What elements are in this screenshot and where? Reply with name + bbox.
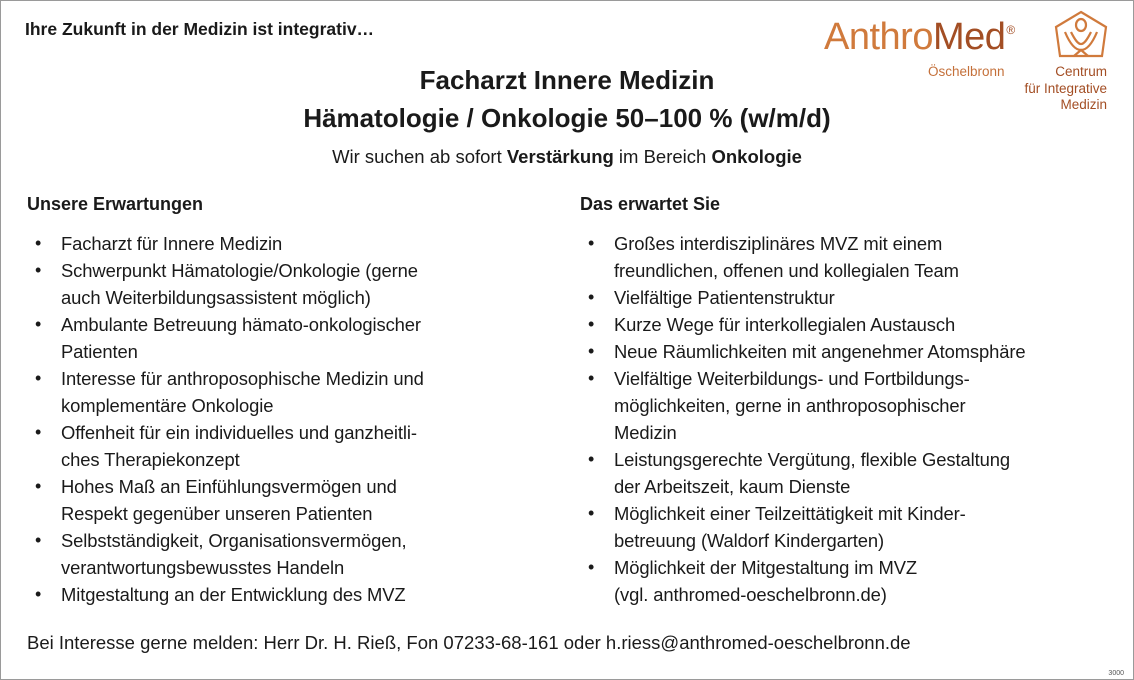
list-item-text: Vielfältige Weiterbildungs- und Fortbildungs- möglichkeiten, gerne in anthroposophischer Medizin <box>614 368 970 443</box>
list-item-text: Offenheit für ein individuelles und ganzheitli- ches Therapiekonzept <box>61 422 417 470</box>
list-item-text: Großes interdisziplinäres MVZ mit einem freundlichen, offenen und kollegialen Team <box>614 233 959 281</box>
subtitle-bold: Verstärkung <box>506 146 614 167</box>
list-item-text: Hohes Maß an Einfühlungsvermögen und Respekt gegenüber unseren Patienten <box>61 476 397 524</box>
list-item-text: Neue Räumlichkeiten mit angenehmer Atomsphäre <box>614 341 1026 362</box>
list-item <box>580 554 1125 608</box>
list-item-text: Interesse für anthroposophische Medizin und komplementäre Onkologie <box>61 368 424 416</box>
list-item <box>27 257 547 311</box>
list-item <box>580 230 1125 284</box>
tagline: Ihre Zukunft in der Medizin ist integrativ… <box>25 19 375 39</box>
anthromed-emblem-icon <box>1052 10 1110 64</box>
logo-centre-line: für Integrative <box>1024 80 1107 96</box>
list-item <box>27 365 547 419</box>
bullet: • <box>588 503 595 523</box>
bullet: • <box>588 233 595 253</box>
subtitle <box>0 146 1134 168</box>
subtitle-text: Wir suchen ab sofort <box>332 146 507 167</box>
bullet: • <box>588 368 595 388</box>
bullet: • <box>35 422 42 442</box>
list-item <box>580 500 1125 554</box>
list-item-text: Schwerpunkt Hämatologie/Onkologie (gerne auch Weiterbildungsassistent möglich) <box>61 260 418 308</box>
list-item <box>580 446 1125 500</box>
offer-column <box>580 193 1125 608</box>
list-item <box>27 581 547 608</box>
bullet: • <box>588 287 595 307</box>
logo-wordmark <box>824 18 1015 56</box>
subtitle-text: im Bereich <box>613 146 712 167</box>
offer-heading: Das erwartet Sie <box>580 194 721 214</box>
list-item-text: Vielfältige Patientenstruktur <box>614 287 835 308</box>
list-item-text: Möglichkeit einer Teilzeittätigkeit mit Kinder- betreuung (Waldorf Kindergarten) <box>614 503 966 551</box>
list-item-text: Kurze Wege für interkollegialen Austausch <box>614 314 956 335</box>
job-specialty: Hämatologie / Onkologie 50–100 % (w/m/d) <box>303 103 831 133</box>
bullet: • <box>588 557 595 577</box>
bullet: • <box>35 476 42 496</box>
list-item-text: Facharzt für Innere Medizin <box>61 233 283 254</box>
logo-word-part2: Med <box>932 16 1006 58</box>
list-item <box>580 284 1125 311</box>
logo-centre-line: Medizin <box>1060 97 1107 112</box>
bullet: • <box>35 314 42 334</box>
bullet: • <box>588 341 595 361</box>
subtitle-bold: Onkologie <box>711 146 802 167</box>
list-item <box>27 419 547 473</box>
offer-list <box>580 230 1125 608</box>
logo-centre-line: Centrum <box>1055 64 1107 79</box>
list-item-text: Selbstständigkeit, Organisationsvermögen, verantwortungsbewusstes Handeln <box>61 530 407 578</box>
bullet: • <box>35 260 42 280</box>
list-item-text: Mitgestaltung an der Entwicklung des MVZ <box>61 584 406 605</box>
contact-line: Bei Interesse gerne melden: Herr Dr. H. Rieß, Fon 07233-68-161 oder h.riess@anthromed-oeschelbronn.de <box>27 632 911 653</box>
list-item <box>580 365 1125 446</box>
expectations-column <box>27 193 547 608</box>
list-item <box>580 338 1125 365</box>
bullet: • <box>35 233 42 253</box>
list-item <box>27 527 547 581</box>
expectations-heading: Unsere Erwartungen <box>27 194 204 214</box>
bullet: • <box>35 368 42 388</box>
bullet: • <box>588 314 595 334</box>
registered-mark: ® <box>1006 23 1015 37</box>
logo-place: Öschelbronn <box>928 64 1005 79</box>
bullet: • <box>588 449 595 469</box>
list-item <box>580 311 1125 338</box>
bullet: • <box>35 584 42 604</box>
list-item <box>27 473 547 527</box>
expectations-list <box>27 230 547 608</box>
list-item <box>27 311 547 365</box>
logo-word-part1: Anthro <box>824 16 933 58</box>
list-item <box>27 230 547 257</box>
list-item-text: Ambulante Betreuung hämato-onkologischer Patienten <box>61 314 421 362</box>
bullet: • <box>35 530 42 550</box>
list-item-text: Leistungsgerechte Vergütung, flexible Gestaltung der Arbeitszeit, kaum Dienste <box>614 449 1010 497</box>
list-item-text: Möglichkeit der Mitgestaltung im MVZ (vgl. anthromed-oeschelbronn.de) <box>614 557 918 605</box>
job-title: Facharzt Innere Medizin <box>419 65 715 95</box>
ad-code: 3000 <box>1108 670 1124 677</box>
